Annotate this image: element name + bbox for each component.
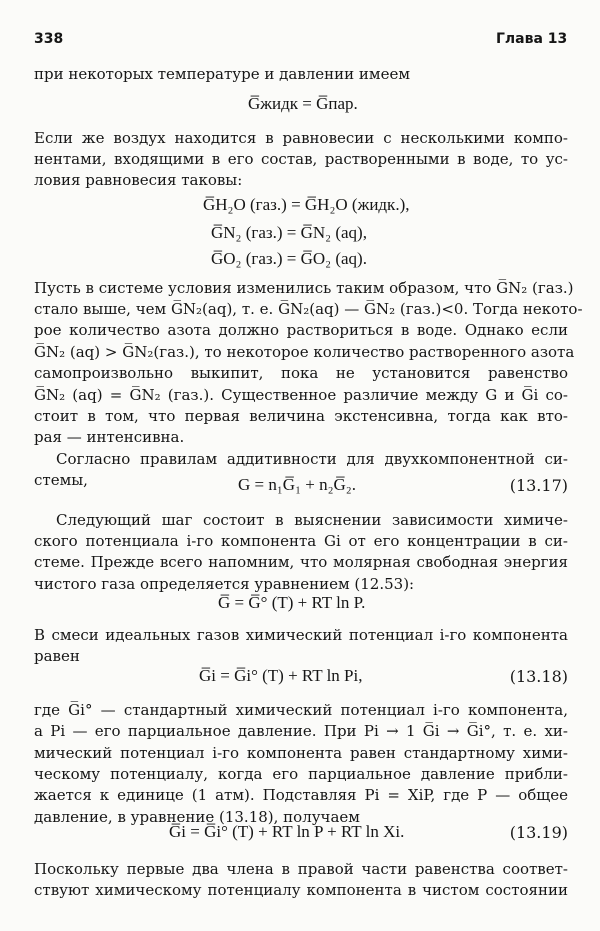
text-line: Если же воздух находится в равновесии с несколькими компо- (34, 129, 568, 147)
equation-liquid-vapor: G̅жидк = G̅пар. (248, 94, 358, 113)
equation-nitrogen: G̅N₂ (газ.) = G̅N₂ (aq), (211, 223, 367, 242)
text-line: Следующий шаг состоит в выяснении зависимости химиче- (56, 511, 568, 529)
text-line: при некоторых температуре и давлении имеем (34, 65, 411, 83)
text-line: стоит в том, что первая величина экстенсивна, тогда как вто- (34, 407, 568, 425)
equation-13-17: G = n₁G̅₁ + n₂G̅₂. (238, 475, 356, 494)
text-line: ского потенциала i-го компонента Gi от его концентрации в си- (34, 532, 568, 550)
equation-number: (13.19) (509, 823, 568, 842)
text-line: равен (34, 647, 80, 665)
text-line: жается к единице (1 атм). Подставляя Pi = XiP, где P — общее (34, 786, 568, 804)
text-line: стеме. Прежде всего напомним, что молярная свободная энергия (34, 553, 568, 571)
equation-oxygen: G̅O₂ (газ.) = G̅O₂ (aq). (211, 249, 367, 268)
text-line: G̅N₂ (aq) = G̅N₂ (газ.). Существенное различие между G и G̅i со- (34, 386, 568, 404)
text-line: стемы, (34, 471, 88, 489)
equation-12-53: G̅ = G̅° (T) + RT ln P. (218, 593, 366, 612)
text-line: В смеси идеальных газов химический потенциал i-го компонента (34, 626, 568, 644)
equation-water: G̅H₂O (газ.) = G̅H₂O (жидк.), (203, 195, 410, 214)
text-line: а Pi — его парциальное давление. При Pi → 1 G̅i → G̅i°, т. е. хи- (34, 722, 568, 740)
text-line: ческому потенциалу, когда его парциальное давление прибли- (34, 765, 568, 783)
equation-13-19: G̅i = G̅i° (T) + RT ln P + RT ln Xi. (169, 822, 405, 841)
text-line: чистого газа определяется уравнением (12.53): (34, 575, 415, 593)
text-line: рое количество азота должно раствориться в воде. Однако если (34, 321, 568, 339)
text-line: ловия равновесия таковы: (34, 171, 243, 189)
equation-number: (13.17) (509, 476, 568, 495)
chapter-title: Глава 13 (496, 31, 568, 47)
text-line: самопроизвольно выкипит, пока не установится равенство (34, 364, 568, 382)
text-line: стало выше, чем G̅N₂(aq), т. е. G̅N₂(aq) — G̅N₂ (газ.)<0. Тогда некото- (34, 300, 583, 318)
text-line: мический потенциал i-го компонента равен стандартному хими- (34, 744, 568, 762)
equation-number: (13.18) (509, 667, 568, 686)
text-line: рая — интенсивна. (34, 428, 185, 446)
text-line: ствуют химическому потенциалу компонента в чистом состоянии (34, 881, 568, 899)
text-line: G̅N₂ (aq) > G̅N₂(газ.), то некоторое количество растворенного азота (34, 343, 575, 361)
text-line: Согласно правилам аддитивности для двухкомпонентной си- (56, 450, 568, 468)
text-line: где G̅i° — стандартный химический потенциал i-го компонента, (34, 701, 568, 719)
page-number: 338 (34, 31, 64, 47)
equation-13-18: G̅i = G̅i° (T) + RT ln Pi, (199, 666, 363, 685)
text-line: давление, в уравнение (13.18), получаем (34, 808, 360, 826)
text-line: Пусть в системе условия изменились таким образом, что G̅N₂ (газ.) (34, 279, 574, 297)
text-line: Поскольку первые два члена в правой части равенства соответ- (34, 860, 568, 878)
text-line: нентами, входящими в его состав, растворенными в воде, то ус- (34, 150, 568, 168)
